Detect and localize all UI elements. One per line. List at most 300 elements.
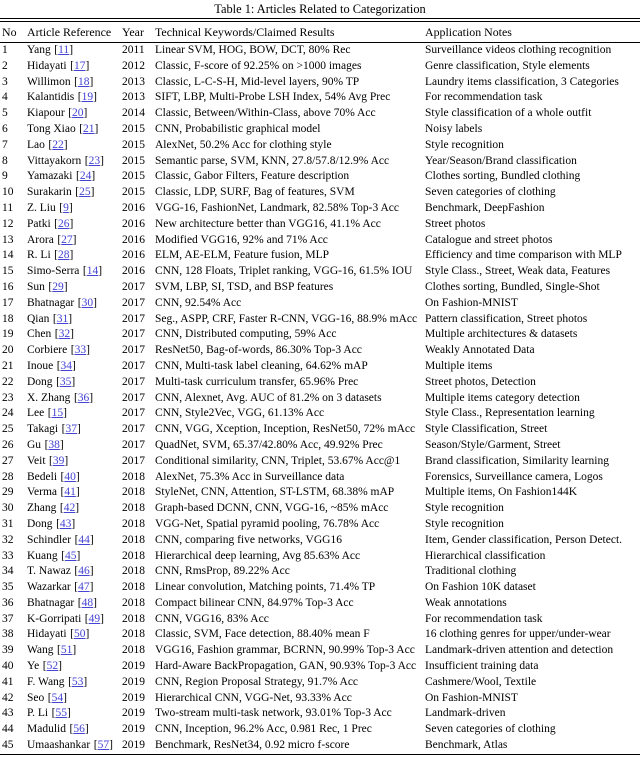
cite-close-bracket: ] xyxy=(109,739,113,752)
table-row xyxy=(0,233,640,249)
year-value: 2017 xyxy=(122,375,145,388)
notes-text: Clothes sorting, Bundled, Single-Shot xyxy=(425,280,600,293)
article-reference xyxy=(27,580,122,596)
row-number: 24 xyxy=(2,407,14,420)
keywords-text: ResNet50, Bag-of-words, 86.30% Top-3 Acc xyxy=(155,344,362,357)
cite-open-bracket: [ xyxy=(60,486,65,499)
author-name: Patki xyxy=(27,217,51,230)
cite-close-bracket: ] xyxy=(90,186,95,199)
cite-open-bracket: [ xyxy=(74,565,79,578)
citation-link[interactable]: 21 xyxy=(83,122,95,135)
cite-close-bracket: ] xyxy=(68,312,73,325)
citation-link[interactable]: 17 xyxy=(73,59,86,72)
notes-text: Multiple items xyxy=(425,359,493,372)
author-name: Verma xyxy=(27,486,58,499)
cite-open-bracket: [ xyxy=(70,344,75,357)
article-reference xyxy=(27,564,122,580)
keywords-text: CNN, 92.54% Acc xyxy=(155,296,242,309)
row-number: 22 xyxy=(2,375,14,388)
author-name: Madulid xyxy=(27,723,66,736)
row-number: 11 xyxy=(2,201,14,214)
article-reference xyxy=(27,233,122,249)
keywords-text: Classic, LDP, SURF, Bag of features, SVM xyxy=(155,186,355,199)
author-name: Bhatnagar xyxy=(27,596,75,609)
table-row xyxy=(0,217,640,233)
author-name: Dong xyxy=(27,517,53,530)
citation-link[interactable]: 29 xyxy=(52,280,64,293)
article-reference xyxy=(27,43,122,59)
author-name: Vittayakorn xyxy=(27,154,82,167)
keywords-text: CNN, Style2Vec, VGG, 61.13% Acc xyxy=(155,407,325,420)
table-row xyxy=(0,501,640,517)
cite-close-bracket: ] xyxy=(70,328,74,341)
keywords-text: CNN, RmsProp, 89.22% Acc xyxy=(155,565,290,578)
cite-close-bracket: ] xyxy=(100,612,104,625)
cite-close-bracket: ] xyxy=(85,628,90,641)
notes-text: Laundry items classification, 3 Categories xyxy=(425,75,619,88)
citation-link[interactable]: 45 xyxy=(65,549,77,562)
citation-link[interactable]: 23 xyxy=(88,154,101,167)
notes-text: Benchmark, DeepFashion xyxy=(425,201,545,214)
citation-link[interactable]: 35 xyxy=(59,375,72,388)
year-value: 2017 xyxy=(122,438,145,451)
article-reference xyxy=(27,59,122,75)
table-row xyxy=(0,280,640,296)
author-name: R. Li xyxy=(27,249,51,262)
year-value: 2018 xyxy=(122,581,145,594)
keywords-text: New architecture better than VGG16, 41.1% Acc xyxy=(155,217,381,230)
cite-close-bracket: ] xyxy=(75,470,80,483)
citation-link[interactable]: 34 xyxy=(60,359,73,372)
table-row xyxy=(0,533,640,549)
year-value: 2018 xyxy=(122,596,145,609)
cite-close-bracket: ] xyxy=(93,596,97,609)
keywords-text: Linear SVM, HOG, BOW, DCT, 80% Rec xyxy=(155,44,351,56)
article-reference xyxy=(27,675,122,691)
keywords-text: AlexNet, 50.2% Acc for clothing style xyxy=(155,138,332,151)
year-value: 2019 xyxy=(122,707,145,720)
citation-link[interactable]: 49 xyxy=(88,612,101,625)
table-row xyxy=(0,438,640,454)
year-value: 2018 xyxy=(122,486,145,499)
cite-open-bracket: [ xyxy=(57,233,62,246)
article-reference xyxy=(27,90,122,106)
author-name: P. Li xyxy=(27,707,49,720)
row-number: 27 xyxy=(2,454,14,467)
table-row xyxy=(0,43,640,59)
author-name: Gu xyxy=(27,438,42,451)
row-number: 44 xyxy=(2,723,14,736)
notes-text: Surveillance videos clothing recognition xyxy=(425,44,612,56)
article-reference xyxy=(27,470,122,486)
table-row xyxy=(0,706,640,722)
keywords-text: ELM, AE-ELM, Feature fusion, MLP xyxy=(155,249,330,262)
citation-link[interactable]: 53 xyxy=(71,675,84,688)
notes-text: Insufficient training data xyxy=(425,660,539,673)
cite-close-bracket: ] xyxy=(72,359,76,372)
article-reference xyxy=(27,138,122,154)
author-name: Surakarin xyxy=(27,186,72,199)
citation-link[interactable]: 24 xyxy=(79,170,92,183)
cite-close-bracket: ] xyxy=(100,154,104,167)
keywords-text: Two-stream multi-task network, 93.01% Top-3 Acc xyxy=(155,707,392,720)
table-body xyxy=(0,43,640,755)
cite-close-bracket: ] xyxy=(89,581,94,594)
notes-text: Forensics, Surveillance camera, Logos xyxy=(425,470,603,483)
row-number: 39 xyxy=(2,644,14,657)
cite-close-bracket: ] xyxy=(63,138,68,151)
citation-link[interactable]: 37 xyxy=(65,423,77,436)
year-value: 2013 xyxy=(122,91,145,104)
col-header-year: Year xyxy=(122,22,155,43)
cite-close-bracket: ] xyxy=(63,691,67,704)
row-number: 32 xyxy=(2,533,14,546)
article-reference xyxy=(27,296,122,312)
keywords-text: CNN, Multi-task label cleaning, 64.62% mAP xyxy=(155,359,368,372)
author-name: Schindler xyxy=(27,533,72,546)
author-name: Veit xyxy=(27,454,46,467)
notes-text: Catalogue and street photos xyxy=(425,233,553,246)
year-value: 2016 xyxy=(122,201,145,214)
citation-link[interactable]: 43 xyxy=(59,517,72,530)
author-name: Umaashankar xyxy=(27,739,91,752)
year-value: 2017 xyxy=(122,344,145,357)
citation-link[interactable]: 39 xyxy=(52,454,65,467)
keywords-text: Classic, Gabor Filters, Feature description xyxy=(155,170,350,183)
row-number: 23 xyxy=(2,391,14,404)
table-row xyxy=(0,549,640,565)
keywords-text: VGG-16, FashionNet, Landmark, 82.58% Top-3 Acc xyxy=(155,201,399,214)
article-reference xyxy=(27,706,122,722)
author-name: K-Gorripati xyxy=(27,612,82,625)
notes-text: Style recognition xyxy=(425,138,504,151)
citation-link[interactable]: 57 xyxy=(97,739,110,752)
citation-link[interactable]: 26 xyxy=(57,217,70,230)
keywords-text: Modified VGG16, 92% and 71% Acc xyxy=(155,233,328,246)
table-row xyxy=(0,659,640,675)
cite-close-bracket: ] xyxy=(84,723,89,736)
citation-link[interactable]: 18 xyxy=(77,75,90,88)
table-row xyxy=(0,154,640,170)
citation-link[interactable]: 55 xyxy=(55,707,67,720)
keywords-text: Graph-based DCNN, CNN, VGG-16, ~85% mAcc xyxy=(155,502,389,515)
cite-close-bracket: ] xyxy=(76,423,81,436)
row-number: 20 xyxy=(2,344,14,357)
article-reference xyxy=(27,533,122,549)
citation-link[interactable]: 20 xyxy=(72,107,84,120)
citation-link[interactable]: 38 xyxy=(48,438,60,451)
article-reference xyxy=(27,343,122,359)
cite-close-bracket: ] xyxy=(93,91,97,104)
table-row xyxy=(0,406,640,422)
citation-link[interactable]: 33 xyxy=(74,344,87,357)
citation-link[interactable]: 11 xyxy=(58,44,70,56)
author-name: Lao xyxy=(27,138,45,151)
cite-close-bracket: ] xyxy=(83,675,88,688)
year-value: 2018 xyxy=(122,470,145,483)
author-name: Kalantidis xyxy=(27,91,75,104)
row-number: 10 xyxy=(2,186,14,199)
article-reference xyxy=(27,201,122,217)
cite-open-bracket: [ xyxy=(74,533,79,546)
citation-link[interactable]: 31 xyxy=(56,312,69,325)
notes-text: Item, Gender classification, Person Detect. xyxy=(425,533,623,546)
table-row xyxy=(0,722,640,738)
notes-text: Benchmark, Atlas xyxy=(425,739,508,752)
row-number: 4 xyxy=(2,91,8,104)
row-number: 16 xyxy=(2,280,14,293)
table-row xyxy=(0,264,640,280)
article-reference xyxy=(27,327,122,343)
row-number: 19 xyxy=(2,328,14,341)
citation-link[interactable]: 19 xyxy=(81,91,94,104)
article-reference xyxy=(27,264,122,280)
citation-link[interactable]: 41 xyxy=(64,486,76,499)
notes-text: Style Class., Representation learning xyxy=(425,407,595,420)
cite-open-bracket: [ xyxy=(70,59,74,72)
cite-close-bracket: ] xyxy=(94,122,99,135)
row-number: 13 xyxy=(2,233,14,246)
cite-open-bracket: [ xyxy=(56,375,60,388)
author-name: Hidayati xyxy=(27,59,67,72)
row-number: 43 xyxy=(2,707,14,720)
cite-open-bracket: [ xyxy=(47,691,52,704)
keywords-text: CNN, Region Proposal Strategy, 91.7% Acc xyxy=(155,675,359,688)
year-value: 2015 xyxy=(122,122,145,135)
citation-link[interactable]: 36 xyxy=(77,391,90,404)
article-reference xyxy=(27,169,122,185)
cite-open-bracket: [ xyxy=(84,612,89,625)
cite-close-bracket: ] xyxy=(89,533,94,546)
col-header-no: No xyxy=(0,22,27,43)
keywords-text: Linear convolution, Matching points, 71.4% TP xyxy=(155,581,376,594)
year-value: 2017 xyxy=(122,328,145,341)
article-reference xyxy=(27,185,122,201)
notes-text: Weak annotations xyxy=(425,596,507,609)
article-reference xyxy=(27,485,122,501)
article-reference xyxy=(27,596,122,612)
keywords-text: Classic, Between/Within-Class, above 70% Acc xyxy=(155,107,376,120)
row-number: 37 xyxy=(2,612,14,625)
author-name: Hidayati xyxy=(27,628,67,641)
cite-open-bracket: [ xyxy=(77,91,82,104)
col-header-keywords: Technical Keywords/Claimed Results xyxy=(155,22,425,43)
table-row xyxy=(0,248,640,264)
citation-link[interactable]: 40 xyxy=(64,470,76,483)
row-number: 9 xyxy=(2,170,8,183)
author-name: Zhang xyxy=(27,502,57,515)
year-value: 2017 xyxy=(122,359,145,372)
table-row xyxy=(0,580,640,596)
year-value: 2017 xyxy=(122,407,145,420)
keywords-text: Semantic parse, SVM, KNN, 27.8/57.8/12.9% Acc xyxy=(155,154,390,167)
cite-open-bracket: [ xyxy=(59,201,64,214)
keywords-text: CNN, Alexnet, Avg. AUC of 81.2% on 3 datasets xyxy=(155,391,382,404)
table-row xyxy=(0,296,640,312)
citation-link[interactable]: 51 xyxy=(60,644,73,657)
citation-link[interactable]: 46 xyxy=(78,565,90,578)
citation-link[interactable]: 47 xyxy=(78,581,90,594)
year-value: 2011 xyxy=(122,44,145,56)
cite-close-bracket: ] xyxy=(58,660,62,673)
notes-text: On Fashion-MNIST xyxy=(425,691,518,704)
table-row xyxy=(0,485,640,501)
cite-open-bracket: [ xyxy=(54,249,58,262)
notes-text: On Fashion-MNIST xyxy=(425,296,518,309)
cite-open-bracket: [ xyxy=(44,438,49,451)
author-name: Simo-Serra xyxy=(27,265,80,278)
citation-link[interactable]: 14 xyxy=(86,265,99,278)
keywords-text: VGG16, Fashion grammar, BCRNN, 90.99% Top-3 Acc xyxy=(155,644,415,657)
cite-open-bracket: [ xyxy=(61,423,66,436)
cite-open-bracket: [ xyxy=(73,391,78,404)
notes-text: 16 clothing genres for upper/under-wear xyxy=(425,628,611,641)
citation-link[interactable]: 50 xyxy=(73,628,86,641)
article-reference xyxy=(27,406,122,422)
cite-open-bracket: [ xyxy=(79,122,84,135)
notes-text: Landmark-driven attention and detection xyxy=(425,644,614,657)
notes-text: Street photos, Detection xyxy=(425,375,536,388)
author-name: T. Nawaz xyxy=(27,565,71,578)
year-value: 2016 xyxy=(122,265,145,278)
cite-close-bracket: ] xyxy=(64,454,69,467)
year-value: 2013 xyxy=(122,75,145,88)
notes-text: Weakly Annotated Data xyxy=(425,344,535,357)
citation-link[interactable]: 32 xyxy=(58,328,71,341)
table-row xyxy=(0,359,640,375)
cite-open-bracket: [ xyxy=(75,186,80,199)
year-value: 2018 xyxy=(122,549,145,562)
year-value: 2015 xyxy=(122,154,145,167)
year-value: 2019 xyxy=(122,691,145,704)
row-number: 30 xyxy=(2,502,14,515)
cite-close-bracket: ] xyxy=(98,265,103,278)
notes-text: Traditional clothing xyxy=(425,565,517,578)
col-header-article: Article Reference xyxy=(27,22,122,43)
author-name: Wazarkar xyxy=(27,581,71,594)
article-reference xyxy=(27,612,122,628)
citation-link[interactable]: 48 xyxy=(81,596,94,609)
notes-text: For recommendation task xyxy=(425,612,543,625)
keywords-text: StyleNet, CNN, Attention, ST-LSTM, 68.38% mAP xyxy=(155,486,395,499)
year-value: 2018 xyxy=(122,517,145,530)
cite-open-bracket: [ xyxy=(74,581,79,594)
notes-text: Year/Season/Brand classification xyxy=(425,154,577,167)
cite-open-bracket: [ xyxy=(52,312,57,325)
notes-text: Genre classification, Style elements xyxy=(425,59,590,72)
notes-text: Efficiency and time comparison with MLP xyxy=(425,249,622,262)
notes-text: For recommendation task xyxy=(425,91,543,104)
cite-close-bracket: ] xyxy=(91,170,96,183)
citation-link[interactable]: 44 xyxy=(78,533,90,546)
row-number: 17 xyxy=(2,296,14,309)
keywords-text: CNN, VGG, Xception, Inception, ResNet50, 72% mAcc xyxy=(155,423,416,436)
author-name: Seo xyxy=(27,691,45,704)
cite-close-bracket: ] xyxy=(76,549,81,562)
notes-text: Noisy labels xyxy=(425,122,483,135)
author-name: Wang xyxy=(27,644,54,657)
citation-link[interactable]: 42 xyxy=(63,502,76,515)
article-reference xyxy=(27,280,122,296)
keywords-text: Classic, SVM, Face detection, 88.40% mean F xyxy=(155,628,370,641)
author-name: F. Wang xyxy=(27,675,65,688)
table-row xyxy=(0,75,640,91)
row-number: 33 xyxy=(2,549,14,562)
author-name: Corbiere xyxy=(27,344,68,357)
year-value: 2016 xyxy=(122,217,145,230)
table-row xyxy=(0,454,640,470)
year-value: 2012 xyxy=(122,59,145,72)
keywords-text: Seg., ASPP, CRF, Faster R-CNN, VGG-16, 88.9% mAcc xyxy=(155,312,418,325)
cite-close-bracket: ] xyxy=(69,249,74,262)
article-reference xyxy=(27,549,122,565)
notes-text: Seven categories of clothing xyxy=(425,723,556,736)
author-name: Lee xyxy=(27,407,45,420)
keywords-text: CNN, comparing five networks, VGG16 xyxy=(155,533,342,546)
table-row xyxy=(0,169,640,185)
cite-close-bracket: ] xyxy=(72,233,77,246)
article-reference xyxy=(27,248,122,264)
cite-close-bracket: ] xyxy=(75,486,80,499)
table-row xyxy=(0,612,640,628)
citation-link[interactable]: 54 xyxy=(51,691,64,704)
keywords-text: Hierarchical deep learning, Avg 85.63% Acc xyxy=(155,549,361,562)
cite-close-bracket: ] xyxy=(85,59,90,72)
year-value: 2015 xyxy=(122,170,145,183)
citation-link[interactable]: 9 xyxy=(63,201,69,214)
notes-text: Multiple items, On Fashion144K xyxy=(425,486,578,499)
cite-open-bracket: [ xyxy=(69,723,74,736)
notes-text: Cashmere/Wool, Textile xyxy=(425,675,537,688)
year-value: 2017 xyxy=(122,280,145,293)
table-row xyxy=(0,327,640,343)
notes-text: Brand classification, Similarity learning xyxy=(425,454,609,467)
citation-link[interactable]: 56 xyxy=(73,723,85,736)
notes-text: Style recognition xyxy=(425,517,504,530)
row-number: 34 xyxy=(2,565,14,578)
author-name: Tong Xiao xyxy=(27,122,76,135)
article-reference xyxy=(27,359,122,375)
article-reference xyxy=(27,722,122,738)
author-name: Willimon xyxy=(27,75,71,88)
row-number: 38 xyxy=(2,628,14,641)
citation-link[interactable]: 52 xyxy=(46,660,59,673)
author-name: Qian xyxy=(27,312,50,325)
citation-link[interactable]: 27 xyxy=(61,233,73,246)
citation-link[interactable]: 22 xyxy=(52,138,64,151)
year-value: 2019 xyxy=(122,675,145,688)
table-row xyxy=(0,643,640,659)
citation-link[interactable]: 25 xyxy=(79,186,91,199)
table-row xyxy=(0,90,640,106)
notes-text: Pattern classification, Street photos xyxy=(425,312,588,325)
year-value: 2018 xyxy=(122,502,145,515)
table-row xyxy=(0,470,640,486)
keywords-text: Classic, L-C-S-H, Mid-level layers, 90% TP xyxy=(155,75,360,88)
row-number: 15 xyxy=(2,265,14,278)
row-number: 40 xyxy=(2,660,14,673)
citation-link[interactable]: 15 xyxy=(51,407,64,420)
author-name: Bedeli xyxy=(27,470,58,483)
cite-close-bracket: ] xyxy=(89,565,94,578)
cite-close-bracket: ] xyxy=(72,644,77,657)
cite-close-bracket: ] xyxy=(89,391,94,404)
notes-text: Seven categories of clothing xyxy=(425,186,556,199)
citation-link[interactable]: 30 xyxy=(81,296,94,309)
citation-link[interactable]: 28 xyxy=(57,249,70,262)
table-row xyxy=(0,564,640,580)
keywords-text: CNN, VGG16, 83% Acc xyxy=(155,612,269,625)
